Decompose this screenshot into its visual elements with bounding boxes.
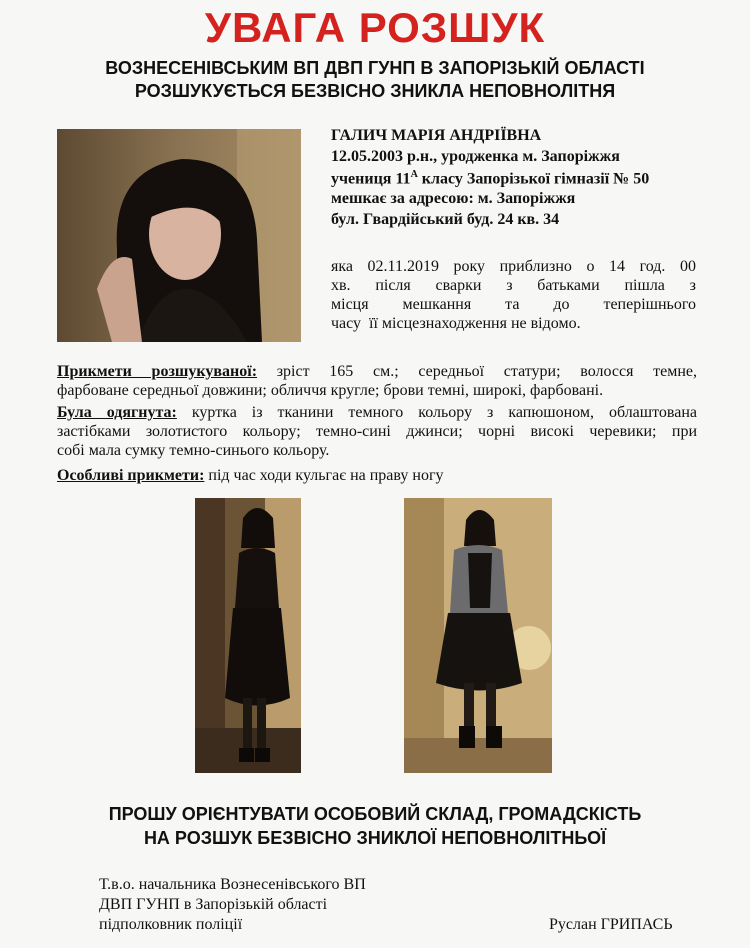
appeal-line-1: ПРОШУ ОРІЄНТУВАТИ ОСОБОВИЙ СКЛАД, ГРОМАДСКІСТЬ [108, 804, 642, 824]
clothing-label: Була одягнута: [57, 404, 177, 421]
signature-name: Руслан ГРИПАСЬ [549, 916, 673, 933]
poster-title: УВАГА РОЗШУК [204, 4, 546, 51]
clothing-block [57, 403, 697, 460]
school-class-letter: А [410, 169, 418, 180]
special-text: під час ходи кульгає на праву ногу [204, 467, 444, 484]
signature-line-1: Т.в.о. начальника Вознесенівського ВП [99, 876, 366, 893]
signature-line-3: підполковник поліції [99, 916, 243, 933]
appeal-line-2: НА РОЗШУК БЕЗВІСНО ЗНИКЛОЇ НЕПОВНОЛІТНЬОЇ [143, 828, 607, 848]
subtitle-line-1: ВОЗНЕСЕНІВСЬКИМ ВП ДВП ГУНП В ЗАПОРІЗЬКІЙ ОБЛАСТІ [105, 58, 645, 78]
disappearance-line-4: часу її місцезнаходження не відомо. [331, 315, 581, 332]
disappearance-line-2: хв. після сварки з батьками пішла з [331, 277, 696, 294]
features-block [57, 362, 697, 400]
school-suffix: класу Запорізької гімназії № 50 [417, 170, 650, 188]
clothing-text-1: куртка із тканини темного кольору з капюшоном, облаштована [176, 404, 697, 421]
features-line-2: фарбоване середньої довжини; обличчя кругле; брови темні, широкі, фарбовані. [57, 382, 604, 399]
special-block [57, 466, 444, 485]
features-label: Прикмети розшукуваної: [57, 363, 258, 380]
person-school [331, 169, 649, 188]
features-line-1 [57, 362, 697, 381]
portrait-photo [57, 129, 301, 342]
clothing-line-2: застібками золотистого кольору; темно-сині джинси; чорні високі черевики; при [57, 423, 697, 440]
person-name: ГАЛИЧ МАРІЯ АНДРІЇВНА [331, 127, 542, 144]
disappearance-line-3: місця мешкання та до теперішнього [331, 296, 696, 313]
disappearance-line-1: яка 02.11.2019 року приблизно о 14 год. 00 [331, 258, 696, 275]
school-prefix: учениця 11 [331, 170, 411, 188]
full-body-photo-2 [404, 498, 552, 773]
person-birth: 12.05.2003 р.н., уродженка м. Запоріжжя [331, 148, 620, 165]
subtitle-line-2: РОЗШУКУЄТЬСЯ БЕЗВІСНО ЗНИКЛА НЕПОВНОЛІТНЯ [134, 81, 616, 101]
full-body-photo-1 [195, 498, 301, 773]
disappearance-paragraph [331, 257, 696, 333]
signature-line-2: ДВП ГУНП в Запорізькій області [99, 896, 328, 913]
person-address-2: бул. Гвардійський буд. 24 кв. 34 [331, 211, 560, 228]
special-label: Особливі прикмети: [57, 467, 205, 484]
features-text-1: зріст 165 см.; середньої статури; волосся темне, [257, 363, 698, 380]
clothing-line-1 [57, 403, 697, 422]
clothing-line-3: собі мала сумку темно-синього кольору. [57, 442, 330, 459]
person-address-1: мешкає за адресою: м. Запоріжжя [331, 190, 576, 207]
